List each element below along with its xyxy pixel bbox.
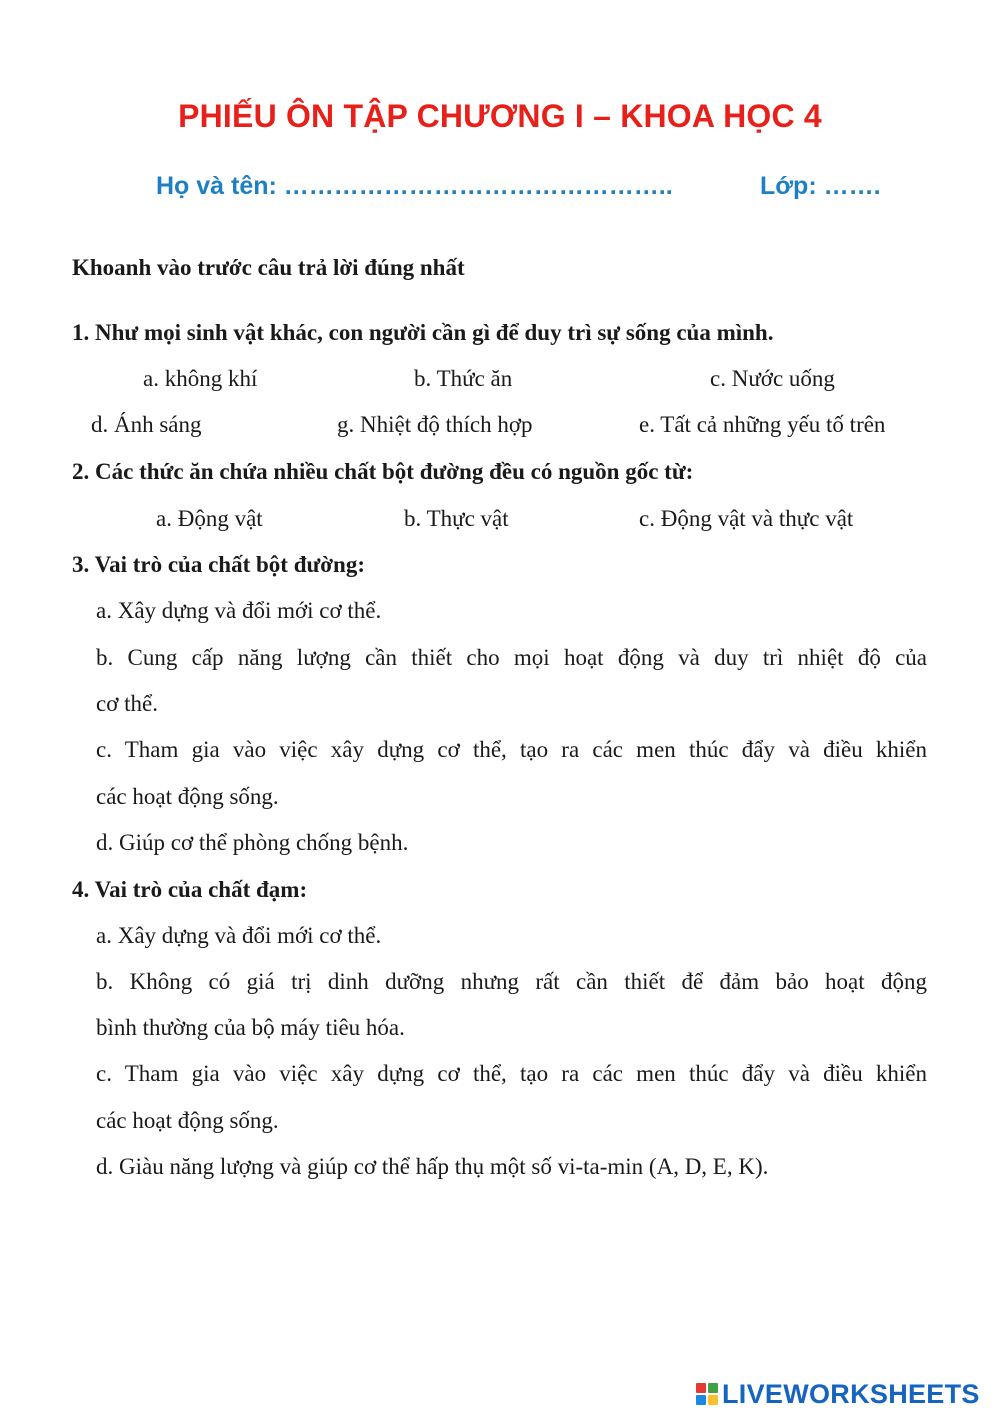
question-1: 1. Như mọi sinh vật khác, con người cần gì để duy trì sự sống của mình. — [72, 320, 774, 345]
q1-option-a[interactable]: a. không khí — [143, 366, 258, 391]
q4-option-b-cont[interactable]: bình thường của bộ máy tiêu hóa. — [96, 1015, 405, 1040]
q3-option-c[interactable]: c. Tham gia vào việc xây dựng cơ thể, tạo ra các men thúc đẩy và điều khiển — [96, 737, 927, 762]
q1-option-e[interactable]: e. Tất cả những yếu tố trên — [639, 412, 886, 437]
brand-name: LIVEWORKSHEETS — [722, 1378, 980, 1409]
q3-option-b[interactable]: b. Cung cấp năng lượng cần thiết cho mọi hoạt động và duy trì nhiệt độ của — [96, 645, 927, 670]
student-name-field[interactable]: Họ và tên: ……………………………………….. — [156, 172, 673, 200]
question-3: 3. Vai trò của chất bột đường: — [72, 552, 365, 577]
q4-option-b[interactable]: b. Không có giá trị dinh dưỡng nhưng rất cần thiết để đảm bảo hoạt động — [96, 969, 927, 994]
q4-option-c[interactable]: c. Tham gia vào việc xây dựng cơ thể, tạo ra các men thúc đẩy và điều khiển — [96, 1061, 927, 1086]
worksheet-title: PHIẾU ÔN TẬP CHƯƠNG I – KHOA HỌC 4 — [178, 98, 822, 134]
class-field[interactable]: Lớp: ……. — [760, 172, 881, 200]
question-4: 4. Vai trò của chất đạm: — [72, 877, 308, 902]
q1-option-b[interactable]: b. Thức ăn — [414, 366, 513, 391]
q2-option-c[interactable]: c. Động vật và thực vật — [639, 506, 854, 531]
liveworksheets-logo — [696, 1379, 980, 1409]
q4-option-a[interactable]: a. Xây dựng và đổi mới cơ thể. — [96, 923, 382, 948]
q1-option-g[interactable]: g. Nhiệt độ thích hợp — [337, 412, 533, 437]
q3-option-d[interactable]: d. Giúp cơ thể phòng chống bệnh. — [96, 830, 409, 855]
q4-option-d[interactable]: d. Giàu năng lượng và giúp cơ thể hấp thụ một số vi-ta-min (A, D, E, K). — [96, 1154, 769, 1179]
q4-option-c-cont[interactable]: các hoạt động sống. — [96, 1108, 279, 1133]
q3-option-c-cont[interactable]: các hoạt động sống. — [96, 784, 279, 809]
liveworksheets-logo-icon — [696, 1383, 718, 1405]
q2-option-a[interactable]: a. Động vật — [156, 506, 263, 531]
q3-option-b-cont[interactable]: cơ thể. — [96, 691, 158, 716]
q3-option-a[interactable]: a. Xây dựng và đổi mới cơ thể. — [96, 598, 382, 623]
question-2: 2. Các thức ăn chứa nhiều chất bột đường đều có nguồn gốc từ: — [72, 459, 694, 484]
q1-option-c[interactable]: c. Nước uống — [710, 366, 835, 391]
q2-option-b[interactable]: b. Thực vật — [404, 506, 509, 531]
instruction-text: Khoanh vào trước câu trả lời đúng nhất — [72, 255, 465, 280]
q1-option-d[interactable]: d. Ánh sáng — [91, 412, 202, 437]
